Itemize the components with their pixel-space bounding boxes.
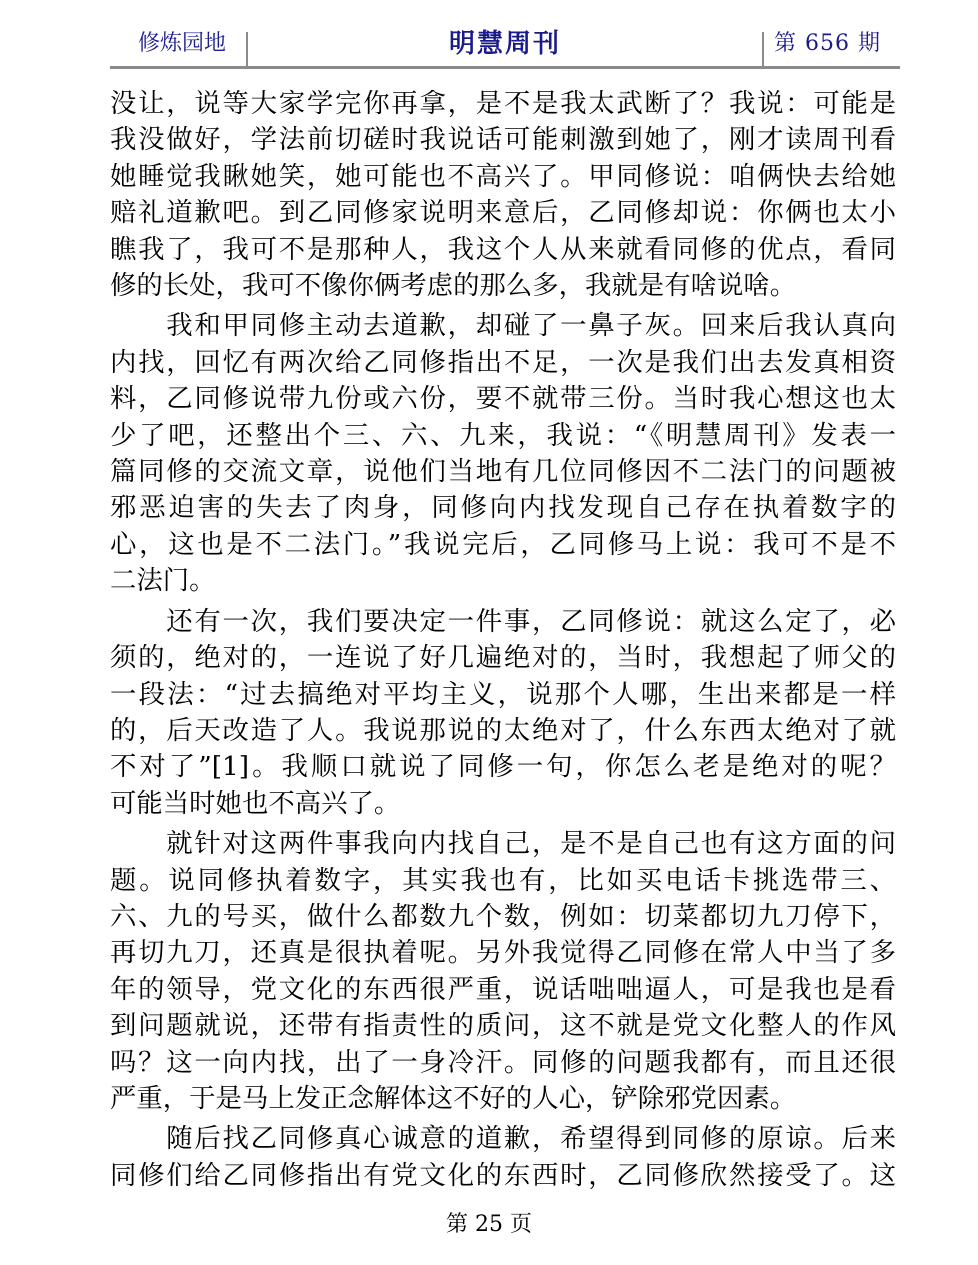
paragraph — [110, 86, 896, 304]
text-line: 须的，绝对的，一连说了好几遍绝对的，当时，我想起了师父的 — [110, 642, 896, 674]
text-line: 篇同修的交流文章，说他们当地有几位同修因不二法门的问题被 — [110, 456, 896, 488]
text-line: 二法门。 — [110, 565, 216, 597]
text-line: 不对了”[1]。我顺口就说了同修一句，你怎么老是绝对的呢？ — [110, 751, 896, 783]
text-line: 赔礼道歉吧。到乙同修家说明来意后，乙同修却说：你俩也太小 — [110, 197, 896, 229]
text-line: 我和甲同修主动去道歉，却碰了一鼻子灰。回来后我认真向 — [110, 310, 896, 342]
text-line: 就针对这两件事我向内找自己，是不是自己也有这方面的问 — [110, 828, 896, 860]
text-line: 吗？这一向内找，出了一身冷汗。同修的问题我都有，而且还很 — [110, 1046, 896, 1078]
text-line: 严重，于是马上发正念解体这不好的人心，铲除邪党因素。 — [110, 1082, 797, 1114]
text-line: 年的领导，党文化的东西很严重，说话咄咄逼人，可是我也是看 — [110, 973, 896, 1005]
text-line: 她睡觉我瞅她笑，她可能也不高兴了。甲同修说：咱俩快去给她 — [110, 160, 896, 192]
text-line: 到问题就说，还带有指责性的质问，这不就是党文化整人的作风 — [110, 1010, 896, 1042]
page-number: 第 25 页 — [446, 1212, 532, 1237]
text-line: 再切九刀，还真是很执着呢。另外我觉得乙同修在常人中当了多 — [110, 937, 896, 969]
issue-number: 第 656 期 — [774, 31, 881, 56]
publication-title: 明慧周刊 — [448, 29, 561, 59]
text-line: 邪恶迫害的失去了肉身，同修向内找发现自己存在执着数字的 — [110, 492, 896, 524]
text-line: 我没做好，学法前切磋时我说话可能刺激到她了，刚才读周刊看 — [110, 124, 896, 156]
article-body — [110, 86, 896, 1198]
paragraph — [110, 604, 896, 822]
text-line: 瞧我了，我可不是那种人，我这个人从来就看同修的优点，看同 — [110, 233, 896, 265]
paragraph — [110, 1121, 896, 1194]
text-line: 内找，回忆有两次给乙同修指出不足，一次是我们出去发真相资 — [110, 346, 896, 378]
text-line: 可能当时她也不高兴了。 — [110, 787, 401, 819]
paragraph — [110, 826, 896, 1117]
page-header — [110, 26, 900, 68]
text-line: 题。说同修执着数字，其实我也有，比如买电话卡挑选带三、 — [110, 864, 896, 896]
header-divider-right — [762, 32, 764, 66]
text-line: 一段法：“过去搞绝对平均主义，说那个人哪，生出来都是一样 — [110, 678, 896, 710]
section-name: 修炼园地 — [138, 31, 227, 56]
text-line: 修的长处，我可不像你俩考虑的那么多，我就是有啥说啥。 — [110, 270, 797, 302]
text-line: 还有一次，我们要决定一件事，乙同修说：就这么定了，必 — [110, 605, 896, 637]
text-line: 心，这也是不二法门。”我说完后，乙同修马上说：我可不是不 — [110, 528, 896, 560]
text-line: 六、九的号买，做什么都数九个数，例如：切菜都切九刀停下， — [110, 900, 896, 932]
text-line: 的，后天改造了人。我说那说的太绝对了，什么东西太绝对了就 — [110, 714, 896, 746]
text-line: 随后找乙同修真心诚意的道歉，希望得到同修的原谅。后来 — [110, 1123, 896, 1155]
paragraph — [110, 308, 896, 599]
header-rule — [110, 66, 900, 69]
text-line: 同修们给乙同修指出有党文化的东西时，乙同修欣然接受了。这 — [110, 1159, 896, 1191]
text-line: 少了吧，还整出个三、六、九来，我说：“《明慧周刊》发表一 — [110, 419, 896, 451]
text-line: 料，乙同修说带九份或六份，要不就带三份。当时我心想这也太 — [110, 383, 896, 415]
text-line: 没让，说等大家学完你再拿，是不是我太武断了？我说：可能是 — [110, 88, 896, 119]
